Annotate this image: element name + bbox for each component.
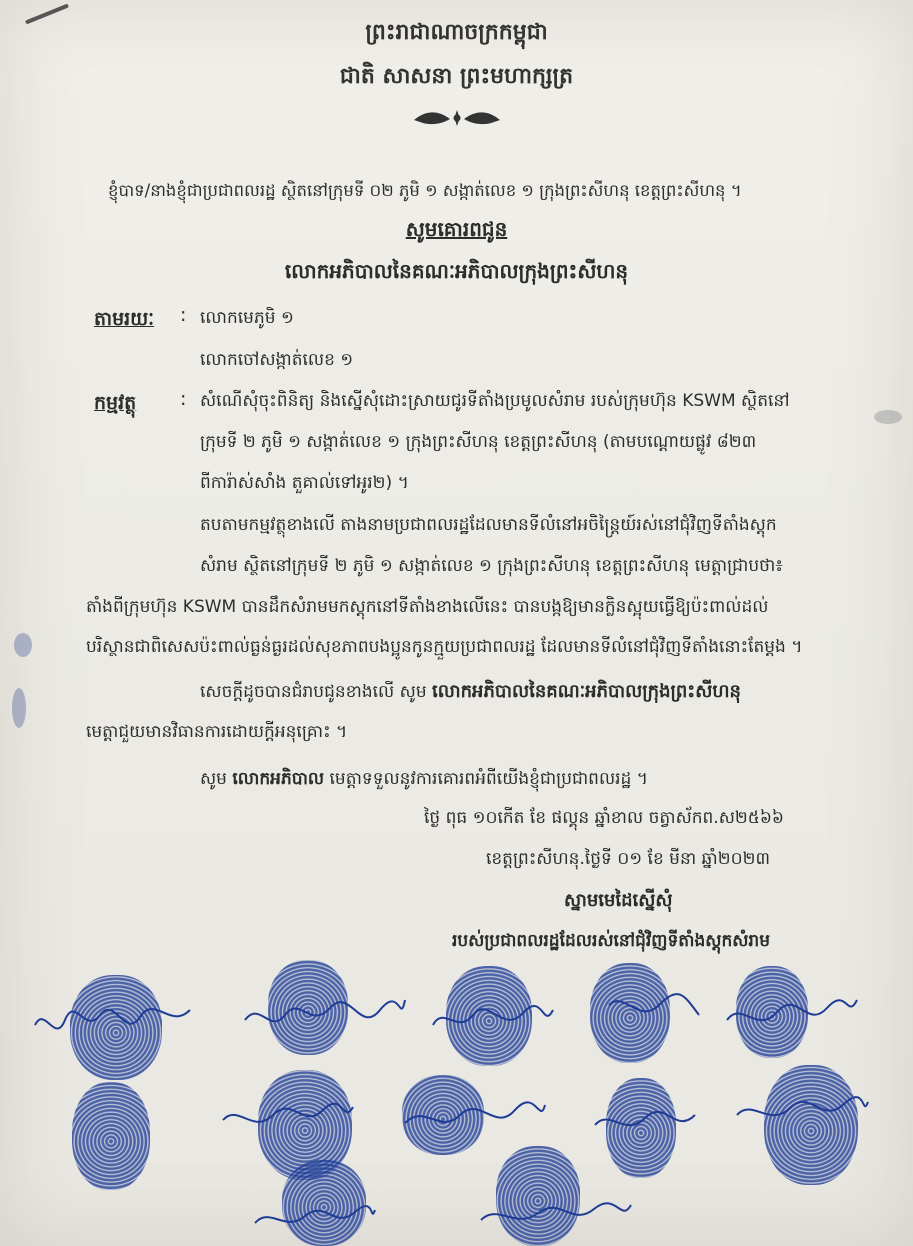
- lunar-date: ថ្ងៃ ពុធ ១០កើត ខែ ផល្គុន ឆ្នាំខាល ចត្វាស័កព.ស២៥៦៦: [424, 808, 784, 828]
- handwritten-signature: [604, 985, 704, 1035]
- handwritten-signature: [218, 1095, 358, 1140]
- handwritten-signature: [400, 1095, 550, 1140]
- signature-subtitle: របស់ប្រជាពលរដ្ឋដែលរស់នៅជុំវិញទីតាំងស្តុកសំរាម: [452, 931, 771, 951]
- intro-line: ខ្ញុំបាទ/នាងខ្ញុំជាប្រជាពលរដ្ឋ ស្ថិតនៅក្រុមទី ០២ ភូមិ ១ សង្កាត់លេខ ១ ក្រុងព្រះសីហនុ ខេត្តព្រះសីហនុ ។: [108, 181, 742, 200]
- subject-line-1: សំណើសុំចុះពិនិត្យ និងស្នើសុំដោះស្រាយជូរទីតាំងប្រមូលសំរាម របស់ក្រុមហ៊ុន KSWM ស្ថិតនៅ: [200, 391, 790, 411]
- solar-date: ខេត្តព្រះសីហនុ.ថ្ងៃទី ០១ ខែ មីនា ឆ្នាំ២០២៣: [486, 849, 771, 869]
- handwritten-signature: [732, 1090, 872, 1135]
- body-line-3: តាំងពីក្រុមហ៊ុន KSWM បានដឹកសំរាមមកស្តុកនៅទីតាំងខាងលើនេះ បានបង្កឱ្យមានក្លិនស្អុយធ្វើឱ្យប៉ះពាល់ដល់: [86, 597, 769, 617]
- body-line-4: បរិស្ថានជាពិសេសប៉ះពាល់ធ្ងន់ធ្ងរដល់សុខភាពបងប្អូនកូនក្មួយប្រជាពលរដ្ឋ ដែលមានទីលំនៅជុំវិញទីតាំងនោះតែម្តង ។: [86, 637, 803, 657]
- ink-smudge: [14, 633, 32, 657]
- signature-title: ស្នាមមេដៃស្នើសុំ: [564, 890, 673, 911]
- request-line-2: មេត្តាជួយមានវិធានការដោយក្តីអនុគ្រោះ ។: [86, 722, 348, 742]
- ink-smudge: [874, 410, 902, 424]
- handwritten-signature: [30, 995, 200, 1055]
- via-label: តាមរយៈ: [94, 308, 155, 330]
- body-line-2: សំរាម ស្ថិតនៅក្រុមទី ២ ភូមិ ១ សង្កាត់លេខ ១ ក្រុងព្រះសីហនុ ខេត្តព្រះសីហនុ មេត្តាជ្រាបថា៖: [200, 556, 783, 576]
- closing-suffix: មេត្តាទទួលនូវការគោរពអំពីយើងខ្ញុំជាប្រជាពលរដ្ឋ ។: [329, 769, 648, 789]
- handwritten-signature: [240, 990, 410, 1045]
- handwritten-signature: [476, 1195, 636, 1235]
- respectfully-heading: សូមគោរពជូន: [405, 217, 508, 241]
- handwritten-signature: [250, 1198, 380, 1238]
- via-colon: :: [180, 304, 187, 326]
- subject-line-3: ពីការ៉ាស់សាំង តួគាល់ទៅអូរ២) ។: [200, 473, 409, 493]
- handwritten-signature: [428, 995, 558, 1045]
- body-line-1: តបតាមកម្មវត្ថុខាងលើ តាងនាមប្រជាពលរដ្ឋដែលមានទីលំនៅអចិន្ត្រៃយ៍រស់នៅជុំវិញទីតាំងស្តុក: [200, 515, 777, 535]
- request-prefix: សេចក្តីដូចបានជំរាបជូនខាងលើ សូម: [200, 682, 427, 702]
- request-recipient: លោកអភិបាលនៃគណៈអភិបាលក្រុងព្រះសីហនុ: [432, 681, 741, 702]
- kingdom-title: ព្រះរាជាណាចក្រកម្ពុជា: [365, 20, 548, 45]
- via-line-2: លោកចៅសង្កាត់លេខ ១: [200, 350, 354, 370]
- subject-line-2: ក្រុមទី ២ ភូមិ ១ សង្កាត់លេខ ១ ក្រុងព្រះសីហនុ ខេត្តព្រះសីហនុ (តាមបណ្តោយផ្លូវ ៨២៣: [200, 432, 757, 452]
- closing-line: [200, 771, 648, 788]
- request-line-1: [200, 683, 741, 701]
- recipient-heading: លោកអភិបាលនៃគណៈអភិបាលក្រុងព្រះសីហនុ: [284, 259, 629, 283]
- closing-prefix: សូម: [200, 769, 227, 789]
- motto: ជាតិ សាសនា ព្រះមហាក្សត្រ: [339, 64, 574, 89]
- subject-label: កម្មវត្ថុ: [94, 392, 137, 414]
- fingerprint: [72, 1082, 150, 1190]
- subject-colon: :: [180, 388, 187, 410]
- handwritten-signature: [722, 990, 862, 1040]
- via-line-1: លោកមេភូមិ ១: [200, 308, 294, 328]
- closing-recipient: លោកអភិបាល: [232, 769, 325, 789]
- handwritten-signature: [590, 1100, 700, 1145]
- ink-smudge: [12, 688, 26, 728]
- ornament-icon: [0, 108, 913, 134]
